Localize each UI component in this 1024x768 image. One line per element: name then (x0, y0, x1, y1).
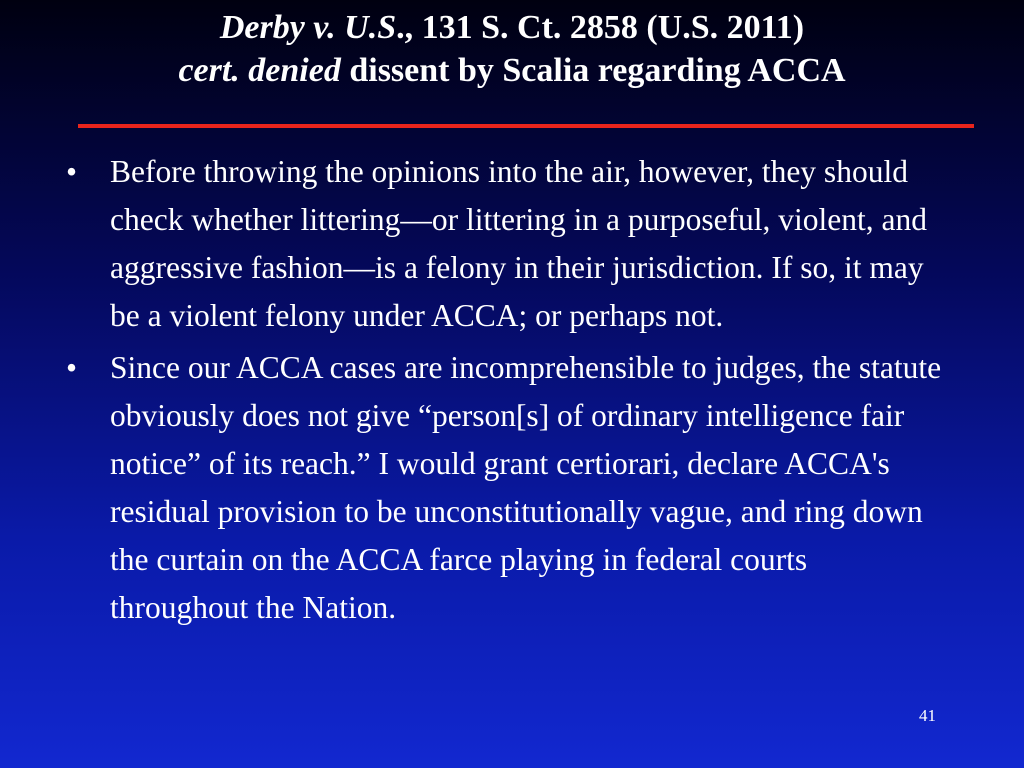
page-number: 41 (919, 706, 936, 725)
bullet-icon: • (66, 154, 78, 189)
bullet-list (66, 148, 946, 636)
bullet-item (66, 148, 946, 340)
citation: ., 131 S. Ct. 2858 (U.S. 2011) (396, 9, 805, 46)
case-name: Derby v. U.S (219, 9, 397, 46)
title-line-1 (0, 6, 1024, 49)
subtitle-text: dissent by Scalia regarding ACCA (340, 52, 846, 89)
title-divider (78, 124, 974, 128)
bullet-icon: • (66, 350, 78, 385)
cert-denied-label: cert. denied (178, 52, 341, 89)
bullet-text: Since our ACCA cases are incomprehensible to judges, the statute obviously does not give “person[s] of ordinary intelligence fair notice” of its reach.” I would grant certiorari, declare ACCA's residual provision to be unconstitutionally vague, and ring down the curtain on the ACCA farce playing in federal courts throughout the Nation. (110, 350, 942, 625)
slide-title (0, 6, 1024, 92)
title-line-2 (0, 49, 1024, 92)
bullet-text: Before throwing the opinions into the air, however, they should check whether littering—or littering in a purposeful, violent, and aggressive fashion—is a felony in their jurisdiction. If so, it may be a violent felony under ACCA; or perhaps not. (110, 154, 928, 333)
bullet-item (66, 344, 946, 632)
